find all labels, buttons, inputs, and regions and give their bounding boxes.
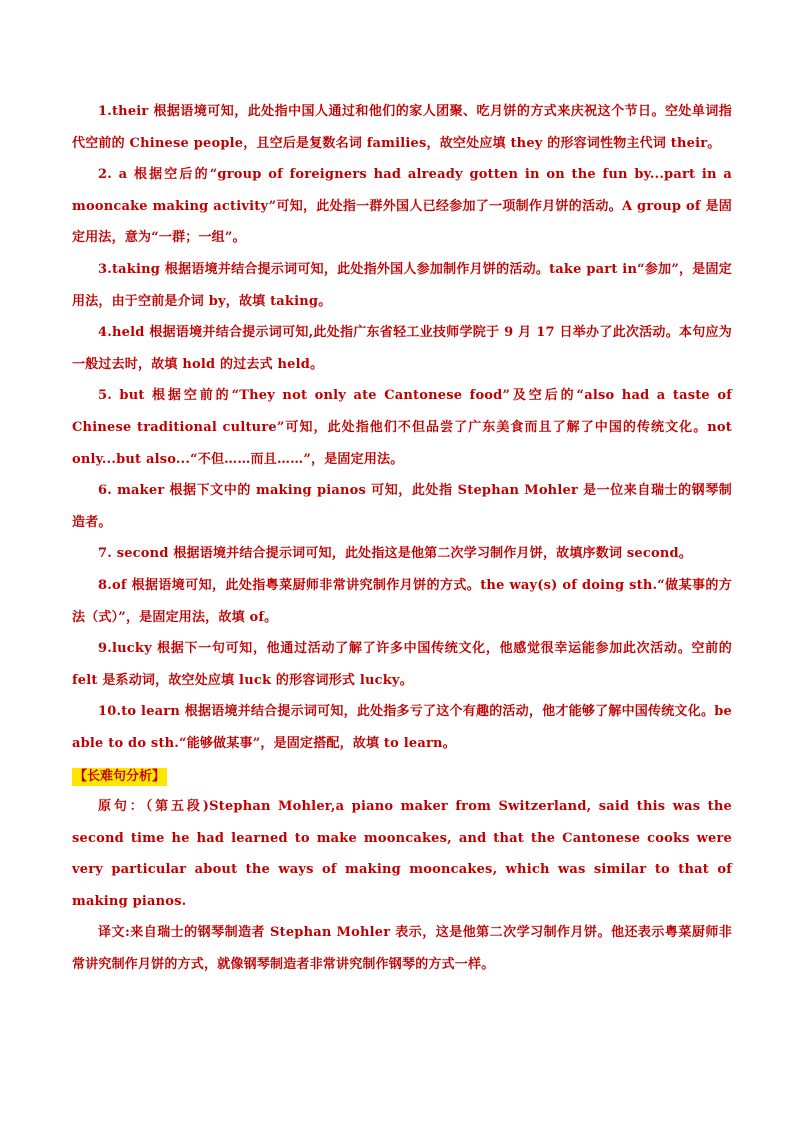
translation-lead: 译文: <box>98 925 130 941</box>
answer-7: 7. second 根据语境并结合提示词可知，此处指这是他第二次学习制作月饼，故填序数词 second。 <box>98 546 692 562</box>
answer-5: 5. but 根据空前的“They not only ate Cantonese food”及空后的“also had a taste of Chinese traditional culture”可知，此处指他们不但品尝了广东美食而且了解了中国的传统文化。not only...but also...“不但……而且……”，是固定用法。 <box>72 388 732 467</box>
original-sentence <box>72 791 732 917</box>
answer-9: 9.lucky 根据下一句可知，他通过活动了解了许多中国传统文化，他感觉很幸运能参加此次活动。空前的 felt 是系动词，故空处应填 luck 的形容词形式 lucky。 <box>72 641 732 688</box>
answer-6: 6. maker 根据下文中的 making pianos 可知，此处指 Stephan Mohler 是一位来自瑞士的钢琴制造者。 <box>72 483 732 530</box>
section-heading-wrap <box>72 759 732 791</box>
section-tag-long-sentence: 【长难句分析】 <box>74 769 166 785</box>
original-lead: 原句：（第五段) <box>98 799 210 815</box>
answer-1: 1.their 根据语境可知，此处指中国人通过和他们的家人团聚、吃月饼的方式来庆祝这个节日。空处单词指代空前的 Chinese people，且空后是复数名词 families，故空处应填 they 的形容词性物主代词 their。 <box>72 104 732 151</box>
answer-8: 8.of 根据语境可知，此处指粤菜厨师非常讲究制作月饼的方式。the way(s) of doing sth.“做某事的方法（式）”，是固定用法，故填 of。 <box>72 577 732 625</box>
answer-10: 10.to learn 根据语境并结合提示词可知，此处指多亏了这个有趣的活动，他才能够了解中国传统文化。be able to do sth.“能够做某事”，是固定搭配，故填 to learn。 <box>72 704 732 751</box>
answer-4: 4.held 根据语境并结合提示词可知,此处指广东省轻工业技师学院于 9 月 17 日举办了此次活动。本句应为一般过去时，故填 hold 的过去式 held。 <box>72 325 732 372</box>
answer-explanations <box>72 96 732 981</box>
answer-3: 3.taking 根据语境并结合提示词可知，此处指外国人参加制作月饼的活动。take part in“参加”，是固定用法，由于空前是介词 by，故填 taking。 <box>72 261 732 309</box>
translation <box>72 917 732 980</box>
original-text: Stephan Mohler,a piano maker from Switzerland, said this was the second time he had learned to make mooncakes, and that the Cantonese cooks were very particular about the ways of making mooncakes, which was similar to that of making pianos. <box>72 799 732 909</box>
translation-text: 来自瑞士的钢琴制造者 Stephan Mohler 表示，这是他第二次学习制作月饼。他还表示粤菜厨师非常讲究制作月饼的方式，就像钢琴制造者非常讲究制作钢琴的方式一样。 <box>72 925 732 973</box>
answer-2: 2. a 根据空后的“group of foreigners had already gotten in on the fun by...part in a mooncake making activity”可知，此处指一群外国人已经参加了一项制作月饼的活动。A group of 是固定用法，意为“一群；一组”。 <box>72 167 732 246</box>
